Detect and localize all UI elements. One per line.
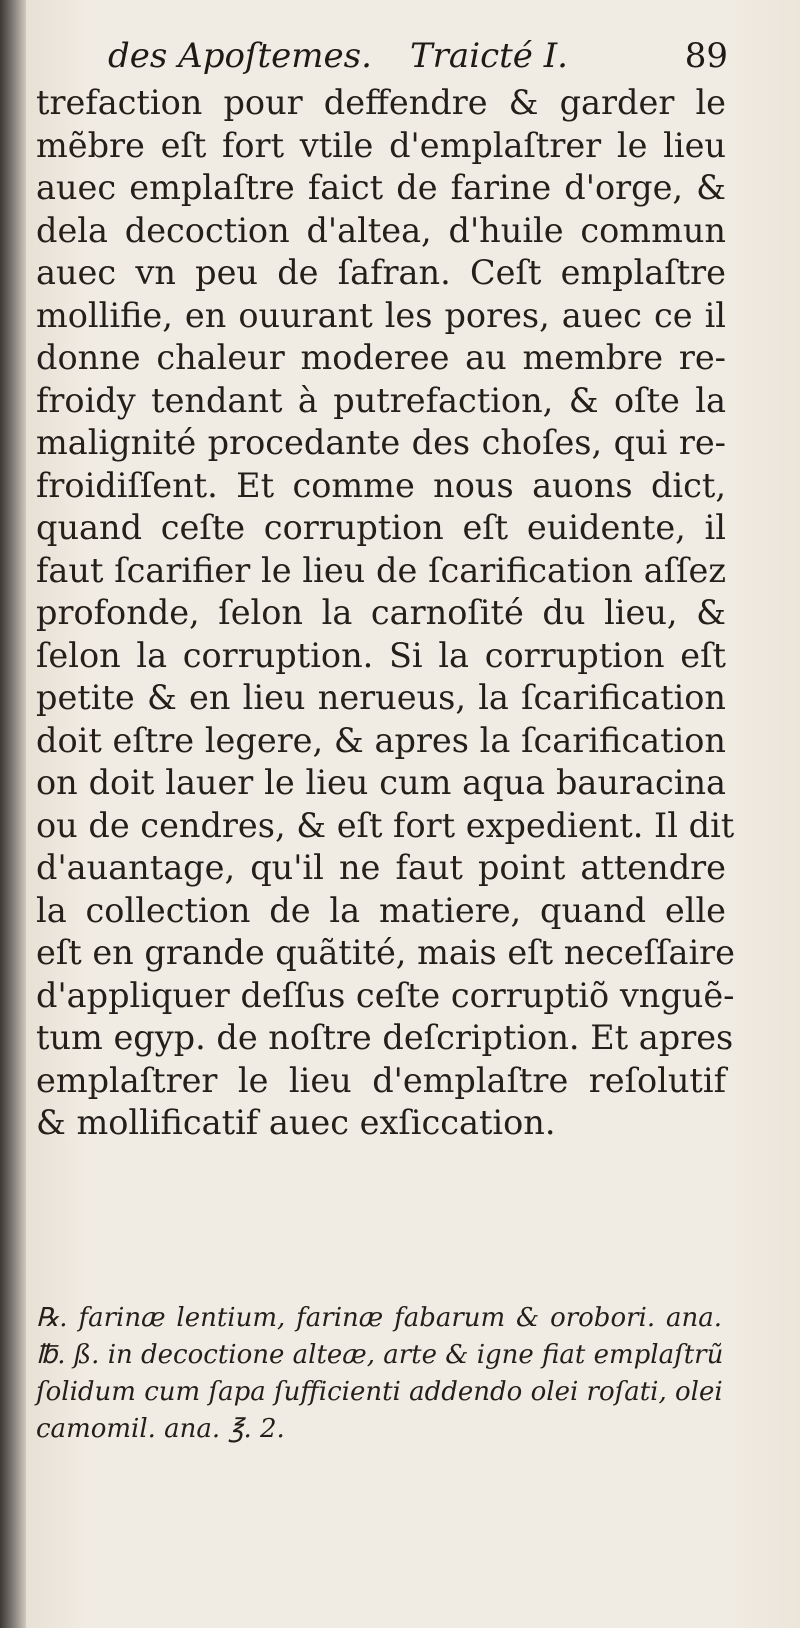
text-line: faut ſcarifier le lieu de ſcarification aſſez [36, 550, 726, 590]
recipe-block [36, 1300, 722, 1448]
recipe-line: ℔. ß. in decoctione alteæ, arte & igne fiat emplaſtrũ [36, 1340, 724, 1370]
text-line: la collection de la matiere, quand elle [36, 890, 726, 930]
body-text [36, 82, 736, 1145]
text-line: emplaſtrer le lieu d'emplaſtre reſolutif [36, 1060, 726, 1100]
text-line: auec vn peu de ſafran. Ceſt emplaſtre [36, 253, 726, 292]
text-line: froidy tendant à putrefaction, & oſte la [36, 380, 726, 420]
text-line: eſt en grande quãtité, mais eſt neceſſaire [36, 933, 736, 972]
text-line: doit eſtre legere, & apres la ſcarification [36, 720, 726, 760]
recipe-line: camomil. ana. ℥. 2. [36, 1414, 285, 1444]
text-line: mollifie, en ouurant les pores, auec ce il [36, 295, 726, 335]
text-line: froidiſſent. Et comme nous auons dict, [36, 465, 726, 505]
text-line: auec emplaſtre faict de farine d'orge, & [36, 168, 726, 207]
text-line: mẽbre eſt fort vtile d'emplaſtrer le lieu [36, 125, 726, 165]
text-line: profonde, ſelon la carnoſité du lieu, & [36, 593, 726, 632]
text-line: quand ceſte corruption eſt euidente, il [36, 508, 726, 547]
text-line: ou de cendres, & eſt fort expedient. Il dit [36, 805, 735, 845]
text-line: petite & en lieu nerueus, la ſcarification [36, 678, 726, 717]
text-line: on doit lauer le lieu cum aqua bauracina [36, 763, 726, 802]
running-head-title: des Apoſtemes. [108, 36, 372, 76]
text-line: donne chaleur moderee au membre re- [36, 338, 726, 377]
running-head [108, 36, 728, 84]
text-line: & mollificatif auec exſiccation. [36, 1103, 556, 1142]
text-line: ſelon la corruption. Si la corruption eſt [36, 635, 726, 675]
text-line: malignité procedante des choſes, qui re- [36, 423, 726, 462]
text-line: trefaction pour deffendre & garder le [36, 83, 726, 122]
text-line: dela decoction d'altea, d'huile commun [36, 210, 726, 250]
page-number: 89 [684, 36, 728, 76]
recipe-line: ſolidum cum ſapa ſufficienti addendo olei roſati, olei [36, 1377, 723, 1407]
book-gutter [0, 0, 26, 1628]
running-head-treatise: Traicté I. [410, 36, 568, 76]
text-line: d'appliquer deſſus ceſte corruptiõ vnguẽ- [36, 975, 735, 1015]
text-line: d'auantage, qu'il ne faut point attendre [36, 848, 726, 887]
recipe-line: ℞. farinæ lentium, farinæ fabarum & orobori. ana. [36, 1303, 722, 1333]
text-line: tum egyp. de noſtre deſcription. Et apres [36, 1018, 734, 1057]
